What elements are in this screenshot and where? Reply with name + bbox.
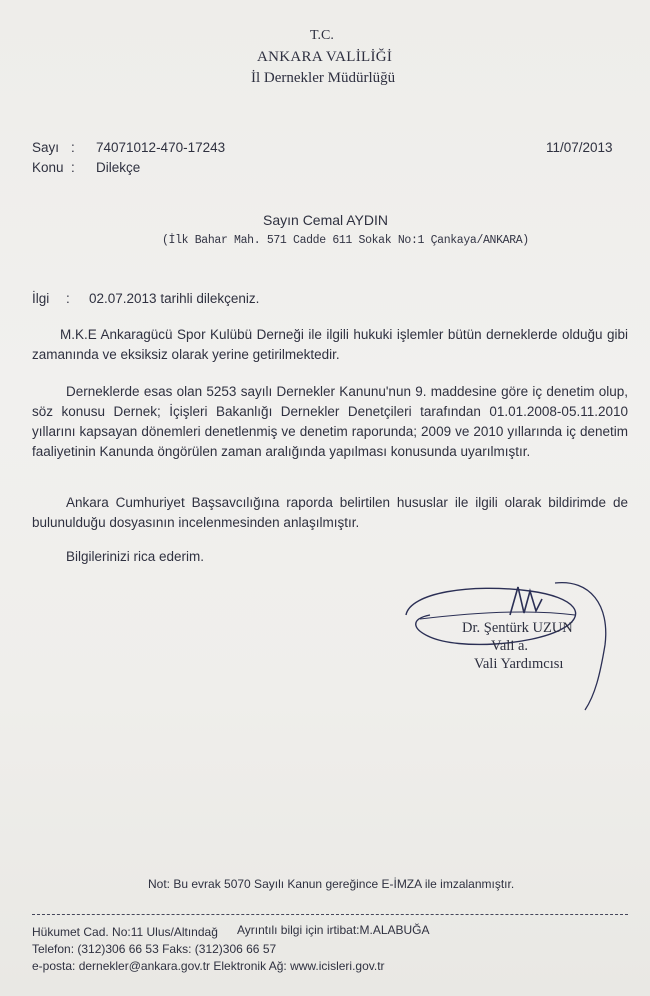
footer-phone: Telefon: (312)306 66 53 Faks: (312)306 66 57 bbox=[32, 942, 277, 956]
ilgi-label: İlgi bbox=[32, 291, 50, 306]
ilgi-value: 02.07.2013 tarihli dilekçeniz. bbox=[89, 291, 260, 306]
recipient-address: (İlk Bahar Mah. 571 Cadde 611 Sokak No:1 Çankaya/ANKARA) bbox=[162, 234, 529, 247]
paragraph-4: Bilgilerinizi rica ederim. bbox=[66, 549, 205, 564]
paragraph-1-text: M.K.E Ankaragücü Spor Kulübü Derneği ile ilgili hukuki işlemler bütün derneklerde olduğu gibi zamanında ve eksiksiz olarak yerine getirilmektedir. bbox=[32, 327, 628, 362]
paragraph-2-text: Derneklerde esas olan 5253 sayılı Dernekler Kanunu'nun 9. maddesine göre iç denetim olup, söz konusu Dernek; İçişleri Bakanlığı Dernekler Denetçileri tarafından 01.01.2008-05.11.2010 yıllarını kapsayan dönemleri denetlenmiş ve denetim raporunda; 2009 ve 2010 yıllarında iç denetim faaliyetinin Kanunda öngörülen zaman aralığında yapılması konusunda uyarılmıştır. bbox=[32, 384, 628, 459]
footer-divider bbox=[32, 914, 628, 915]
paragraph-3 bbox=[32, 493, 628, 533]
header-tc: T.C. bbox=[310, 28, 334, 43]
footer-contact: Ayrıntılı bilgi için irtibat:M.ALABUĞA bbox=[237, 923, 430, 937]
signatory-title-2: Vali Yardımcısı bbox=[474, 656, 564, 672]
recipient-name: Sayın Cemal AYDIN bbox=[263, 212, 389, 228]
signatory-title-1: Vali a. bbox=[491, 638, 529, 654]
konu-label: Konu bbox=[32, 160, 64, 175]
sayi-label: Sayı bbox=[32, 140, 60, 155]
sayi-colon: : bbox=[71, 140, 75, 155]
konu-value: Dilekçe bbox=[96, 160, 141, 175]
footer-address: Hükumet Cad. No:11 Ulus/Altındağ bbox=[32, 925, 218, 939]
konu-colon: : bbox=[71, 160, 75, 175]
signatory-name: Dr. Şentürk UZUN bbox=[462, 620, 573, 636]
paragraph-2 bbox=[32, 382, 628, 462]
sayi-value: 74071012-470-17243 bbox=[96, 140, 226, 155]
paragraph-3-text: Ankara Cumhuriyet Başsavcılığına raporda belirtilen hususlar ile ilgili olarak bildirimde de bulunulduğu dosyasının incelenmesinden anlaşılmıştır. bbox=[32, 495, 628, 530]
header-department: İl Dernekler Müdürlüğü bbox=[251, 70, 396, 86]
letter-date: 11/07/2013 bbox=[546, 140, 613, 155]
footer-email: e-posta: dernekler@ankara.gov.tr Elektronik Ağ: www.icisleri.gov.tr bbox=[32, 959, 385, 973]
ilgi-colon: : bbox=[66, 291, 70, 306]
header-office: ANKARA VALİLİĞİ bbox=[257, 49, 393, 65]
paragraph-1 bbox=[32, 325, 628, 365]
e-signature-note: Not: Bu evrak 5070 Sayılı Kanun gereğince E-İMZA ile imzalanmıştır. bbox=[148, 877, 515, 891]
